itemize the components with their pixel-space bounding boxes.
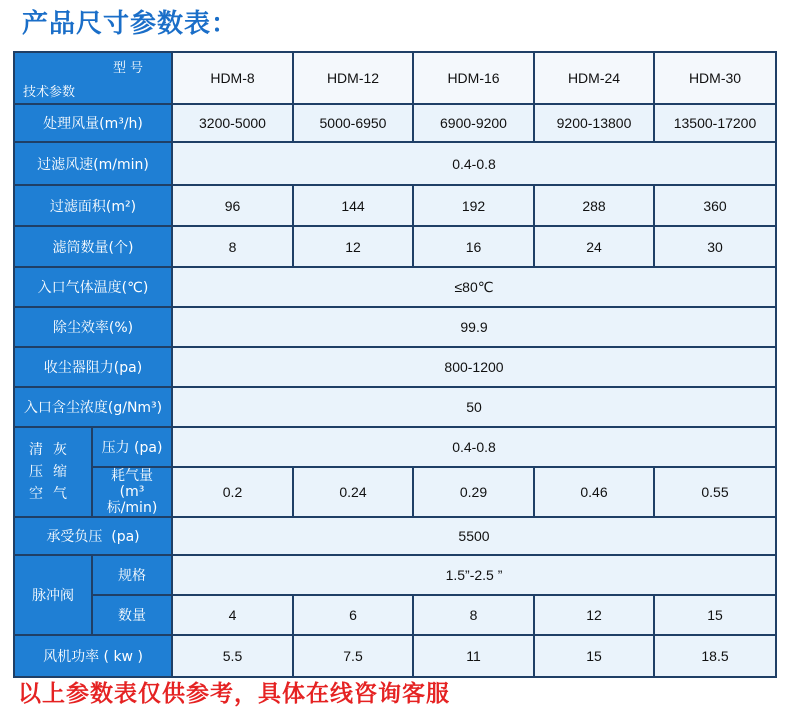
label-line: (m³标/min) xyxy=(106,484,158,516)
value-cell: 288 xyxy=(534,185,654,226)
value-cell: 16 xyxy=(413,226,534,267)
corner-header-cell xyxy=(14,52,172,104)
value-cell: 30 xyxy=(654,226,776,267)
value-cell: 192 xyxy=(413,185,534,226)
value-cell: 6 xyxy=(293,595,413,635)
value-cell: 0.55 xyxy=(654,467,776,517)
group-line: 清灰 xyxy=(29,442,77,458)
value-cell: 4 xyxy=(172,595,293,635)
table-row xyxy=(14,185,776,226)
spec-table xyxy=(13,51,777,678)
value-cell: 360 xyxy=(654,185,776,226)
row-label: 除尘效率(%) xyxy=(14,307,172,347)
value-cell: 96 xyxy=(172,185,293,226)
group-line: 压缩 xyxy=(29,464,77,480)
page-title: 产品尺寸参数表： xyxy=(22,9,239,39)
value-cell: 5.5 xyxy=(172,635,293,677)
value-cell: 0.24 xyxy=(293,467,413,517)
value-cell: 50 xyxy=(172,387,776,427)
value-cell: ≤80℃ xyxy=(172,267,776,307)
value-cell: 15 xyxy=(534,635,654,677)
table-row xyxy=(14,427,776,467)
model-cell: HDM-12 xyxy=(293,52,413,104)
row-label xyxy=(92,467,172,517)
value-cell: 0.4-0.8 xyxy=(172,142,776,185)
row-label: 承受负压 (pa) xyxy=(14,517,172,555)
label-line: 耗气量 xyxy=(111,468,153,484)
value-cell: 12 xyxy=(534,595,654,635)
value-cell: 9200-13800 xyxy=(534,104,654,142)
value-cell: 0.29 xyxy=(413,467,534,517)
value-cell: 8 xyxy=(172,226,293,267)
value-cell: 0.2 xyxy=(172,467,293,517)
value-cell: 144 xyxy=(293,185,413,226)
value-cell: 1.5”-2.5 ” xyxy=(172,555,776,595)
disclaimer-text: 以上参数表仅供参考，具体在线咨询客服 xyxy=(18,681,450,707)
value-cell: 5000-6950 xyxy=(293,104,413,142)
value-cell: 0.46 xyxy=(534,467,654,517)
header-row xyxy=(14,52,776,104)
row-label: 处理风量(m³/h) xyxy=(14,104,172,142)
table-row xyxy=(14,387,776,427)
value-cell: 0.4-0.8 xyxy=(172,427,776,467)
pulse-valve-group-label: 脉冲阀 xyxy=(14,555,92,635)
row-label: 滤筒数量(个) xyxy=(14,226,172,267)
table-row xyxy=(14,226,776,267)
table-row xyxy=(14,595,776,635)
table-row xyxy=(14,517,776,555)
table-row xyxy=(14,104,776,142)
row-label: 收尘器阻力(pa) xyxy=(14,347,172,387)
model-cell: HDM-16 xyxy=(413,52,534,104)
value-cell: 5500 xyxy=(172,517,776,555)
model-cell: HDM-24 xyxy=(534,52,654,104)
table-row xyxy=(14,555,776,595)
table-row xyxy=(14,142,776,185)
row-label: 入口气体温度(℃) xyxy=(14,267,172,307)
row-label: 过滤风速(m/min) xyxy=(14,142,172,185)
model-header-label: 型号 xyxy=(112,61,147,76)
table-row xyxy=(14,347,776,387)
value-cell: 12 xyxy=(293,226,413,267)
value-cell: 800-1200 xyxy=(172,347,776,387)
value-cell: 8 xyxy=(413,595,534,635)
clean-air-group-label xyxy=(14,427,92,517)
tech-param-header-label: 技术参数 xyxy=(23,85,76,100)
row-label: 过滤面积(m²) xyxy=(14,185,172,226)
row-label: 入口含尘浓度(g/Nm³) xyxy=(14,387,172,427)
table-row xyxy=(14,635,776,677)
group-line: 空气 xyxy=(29,486,77,502)
value-cell: 15 xyxy=(654,595,776,635)
table-row xyxy=(14,307,776,347)
value-cell: 3200-5000 xyxy=(172,104,293,142)
model-cell: HDM-8 xyxy=(172,52,293,104)
table-row xyxy=(14,467,776,517)
row-label: 风机功率 ( kw ) xyxy=(14,635,172,677)
model-cell: HDM-30 xyxy=(654,52,776,104)
value-cell: 18.5 xyxy=(654,635,776,677)
value-cell: 99.9 xyxy=(172,307,776,347)
value-cell: 24 xyxy=(534,226,654,267)
value-cell: 6900-9200 xyxy=(413,104,534,142)
value-cell: 13500-17200 xyxy=(654,104,776,142)
row-label: 规格 xyxy=(92,555,172,595)
row-label: 数量 xyxy=(92,595,172,635)
table-row xyxy=(14,267,776,307)
value-cell: 11 xyxy=(413,635,534,677)
row-label: 压力 (pa) xyxy=(92,427,172,467)
value-cell: 7.5 xyxy=(293,635,413,677)
